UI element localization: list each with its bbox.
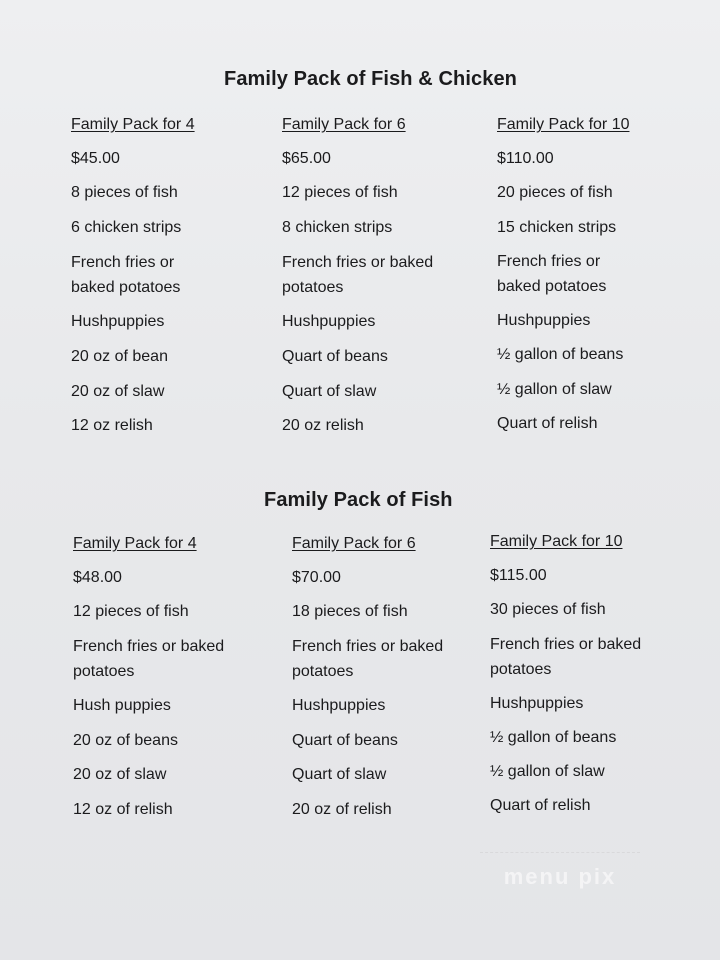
- pack-heading: Family Pack for 4: [71, 116, 195, 133]
- pack-heading: Family Pack for 10: [490, 533, 623, 550]
- list-item: 18 pieces of fish: [292, 603, 408, 620]
- pack-heading: Family Pack for 4: [73, 535, 197, 552]
- pack-price: $45.00: [71, 150, 120, 167]
- pack-heading: Family Pack for 10: [497, 116, 630, 133]
- list-item: 20 oz of slaw: [71, 383, 165, 400]
- list-item: 20 oz of relish: [292, 801, 392, 818]
- list-item: 12 oz relish: [71, 417, 153, 434]
- list-item: French fries or baked potatoes: [497, 253, 607, 295]
- list-item: 20 oz relish: [282, 417, 364, 434]
- list-item: Hushpuppies: [490, 695, 584, 712]
- menupix-watermark: menu pix: [480, 852, 640, 901]
- list-item: ½ gallon of beans: [490, 729, 617, 746]
- list-item: Hushpuppies: [71, 313, 165, 330]
- list-item: Quart of relish: [490, 797, 591, 814]
- list-item: 20 oz of bean: [71, 348, 168, 365]
- list-item: Hushpuppies: [497, 312, 591, 329]
- list-item: ½ gallon of beans: [497, 346, 624, 363]
- list-item: 8 pieces of fish: [71, 184, 178, 201]
- list-item: French fries or baked potatoes: [73, 638, 225, 680]
- list-item: French fries or baked potatoes: [282, 254, 434, 296]
- list-item: Quart of slaw: [282, 383, 377, 400]
- pack-price: $65.00: [282, 150, 331, 167]
- pack-price: $110.00: [497, 150, 554, 167]
- pack-price: $115.00: [490, 567, 547, 584]
- list-item: French fries or baked potatoes: [71, 254, 181, 296]
- list-item: 15 chicken strips: [497, 219, 617, 236]
- pack-price: $48.00: [73, 569, 122, 586]
- list-item: 20 oz of beans: [73, 732, 178, 749]
- list-item: Quart of beans: [292, 732, 398, 749]
- list-item: Quart of slaw: [292, 766, 387, 783]
- pack-heading: Family Pack for 6: [292, 535, 416, 552]
- pack-heading: Family Pack for 6: [282, 116, 406, 133]
- list-item: French fries or baked potatoes: [292, 638, 444, 680]
- list-item: Quart of beans: [282, 348, 388, 365]
- list-item: Hushpuppies: [282, 313, 376, 330]
- list-item: French fries or baked potatoes: [490, 636, 642, 678]
- list-item: 6 chicken strips: [71, 219, 182, 236]
- list-item: ½ gallon of slaw: [490, 763, 605, 780]
- list-item: ½ gallon of slaw: [497, 381, 612, 398]
- list-item: 30 pieces of fish: [490, 601, 606, 618]
- list-item: 12 pieces of fish: [73, 603, 189, 620]
- list-item: Hush puppies: [73, 697, 171, 714]
- section-title: Family Pack of Fish & Chicken: [224, 68, 517, 90]
- list-item: 20 pieces of fish: [497, 184, 613, 201]
- list-item: 20 oz of slaw: [73, 766, 167, 783]
- list-item: Quart of relish: [497, 415, 598, 432]
- list-item: 12 oz of relish: [73, 801, 173, 818]
- section-title: Family Pack of Fish: [264, 489, 453, 511]
- list-item: 12 pieces of fish: [282, 184, 398, 201]
- list-item: Hushpuppies: [292, 697, 386, 714]
- list-item: 8 chicken strips: [282, 219, 393, 236]
- pack-price: $70.00: [292, 569, 341, 586]
